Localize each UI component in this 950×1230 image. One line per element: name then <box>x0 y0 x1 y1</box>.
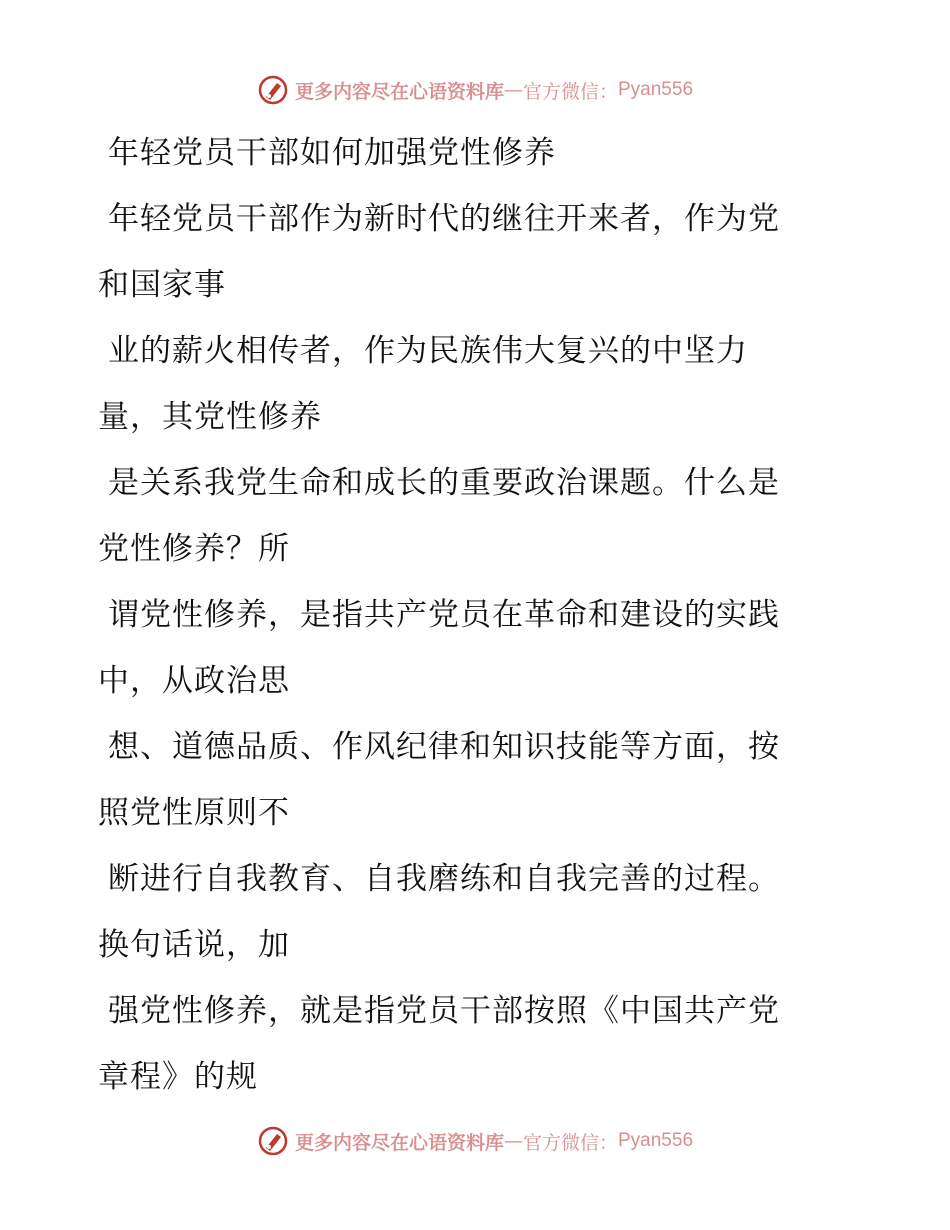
text-line: 是关系我党生命和成长的重要政治课题。什么是 <box>108 465 780 501</box>
text-line: 章程》的规 <box>98 1059 258 1095</box>
watermark-wechat-label: 官方微信： <box>522 80 618 103</box>
text-line: 业的薪火相传者，作为民族伟大复兴的中坚力 <box>108 333 748 369</box>
document-body <box>98 120 838 1110</box>
watermark-site-text: 更多内容尽在心语资料库 <box>294 80 504 103</box>
text-line: 中，从政治思 <box>98 663 290 699</box>
document-title: 年轻党员干部如何加强党性修养 <box>108 135 556 171</box>
pen-logo-icon <box>257 1125 289 1157</box>
watermark-wechat-label: 官方微信： <box>522 1131 618 1154</box>
text-line: 强党性修养，就是指党员干部按照《中国共产党 <box>108 993 780 1029</box>
text-line: 年轻党员干部作为新时代的继往开来者，作为党 <box>108 201 780 237</box>
watermark-wechat-id: Pyan556 <box>618 1130 694 1151</box>
text-line: 换句话说，加 <box>98 927 290 963</box>
text-line: 照党性原则不 <box>98 795 290 831</box>
text-line: 断进行自我教育、自我磨练和自我完善的过程。 <box>108 861 780 897</box>
text-line: 谓党性修养，是指共产党员在革命和建设的实践 <box>108 597 780 633</box>
text-line: 想、道德品质、作风纪律和知识技能等方面，按 <box>108 729 780 765</box>
watermark-separator: — <box>503 79 523 101</box>
watermark-separator: — <box>503 1130 523 1152</box>
footer-watermark <box>0 1121 950 1161</box>
pen-logo-icon <box>257 74 289 106</box>
text-line: 和国家事 <box>98 267 226 303</box>
header-watermark <box>0 70 950 110</box>
watermark-wechat-id: Pyan556 <box>618 79 694 100</box>
watermark-site-text: 更多内容尽在心语资料库 <box>294 1131 504 1154</box>
text-line: 量，其党性修养 <box>98 399 322 435</box>
text-line: 党性修养？所 <box>98 531 290 567</box>
